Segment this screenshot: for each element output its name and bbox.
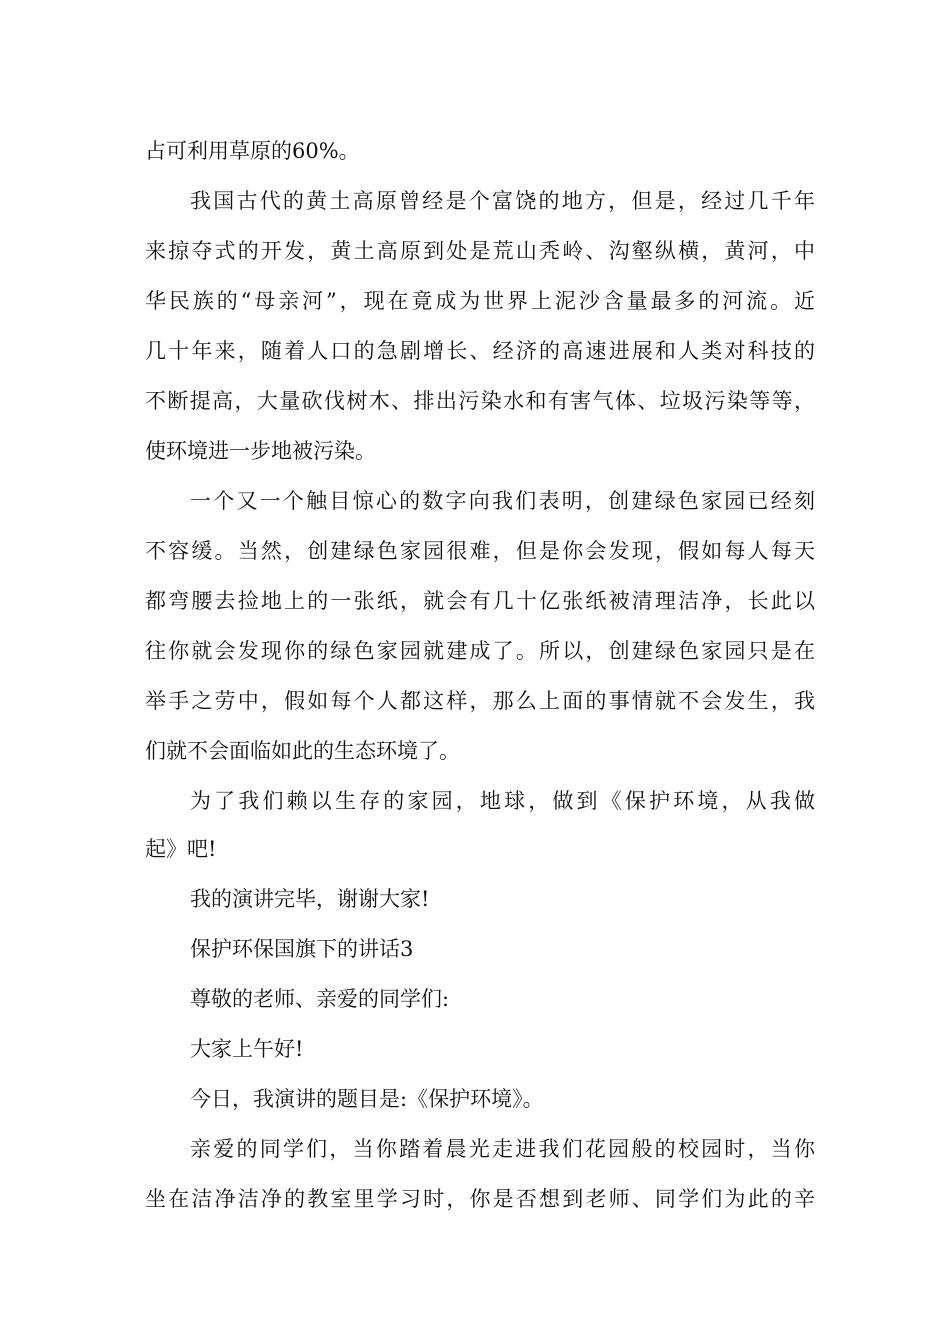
text-line-4: 华民族的“母亲河”，现在竟成为世界上泥沙含量最多的河流。近 [145,289,815,313]
text-line-22: 坐在洁净洁净的教室里学习时，你是否想到老师、同学们为此的辛 [145,1187,815,1211]
text-line-7: 使环境进一步地被污染。 [145,439,376,463]
text-line-12: 举手之劳中，假如每个人都这样，那么上面的事情就不会发生，我 [145,689,815,713]
text-line-16: 我的演讲完毕，谢谢大家! [190,887,430,911]
text-line-21: 亲爱的同学们，当你踏着晨光走进我们花园般的校园时，当你 [190,1137,815,1161]
text-line-9: 不容缓。当然，创建绿色家园很难，但是你会发现，假如每人每天 [145,539,815,563]
text-line-13: 们就不会面临如此的生态环境了。 [145,739,460,763]
text-line-18: 尊敬的老师、亲爱的同学们: [190,987,450,1011]
text-line-20: 今日，我演讲的题目是:《保护环境》。 [190,1087,544,1111]
text-line-11: 往你就会发现你的绿色家园就建成了。所以，创建绿色家园只是在 [145,639,815,663]
text-line-5: 几十年来，随着人口的急剧增长、经济的高速进展和人类对科技的 [145,339,815,363]
text-line-10: 都弯腰去捡地上的一张纸，就会有几十亿张纸被清理洁净，长此以 [145,589,815,613]
text-line-8: 一个又一个触目惊心的数字向我们表明，创建绿色家园已经刻 [190,489,815,513]
text-line-3: 来掠夺式的开发，黄土高原到处是荒山秃岭、沟壑纵横，黄河，中 [145,239,815,263]
text-line-15: 起》吧! [145,837,217,861]
text-line-19: 大家上午好! [190,1037,304,1061]
text-line-17: 保护环保国旗下的讲话3 [190,937,414,961]
text-line-14: 为了我们赖以生存的家园，地球，做到《保护环境，从我做 [190,789,815,813]
text-line-6: 不断提高，大量砍伐树木、排出污染水和有害气体、垃圾污染等等， [145,389,815,413]
text-line-1: 占可利用草原的60%。 [145,139,360,163]
text-line-2: 我国古代的黄土高原曾经是个富饶的地方，但是，经过几千年 [190,189,815,213]
